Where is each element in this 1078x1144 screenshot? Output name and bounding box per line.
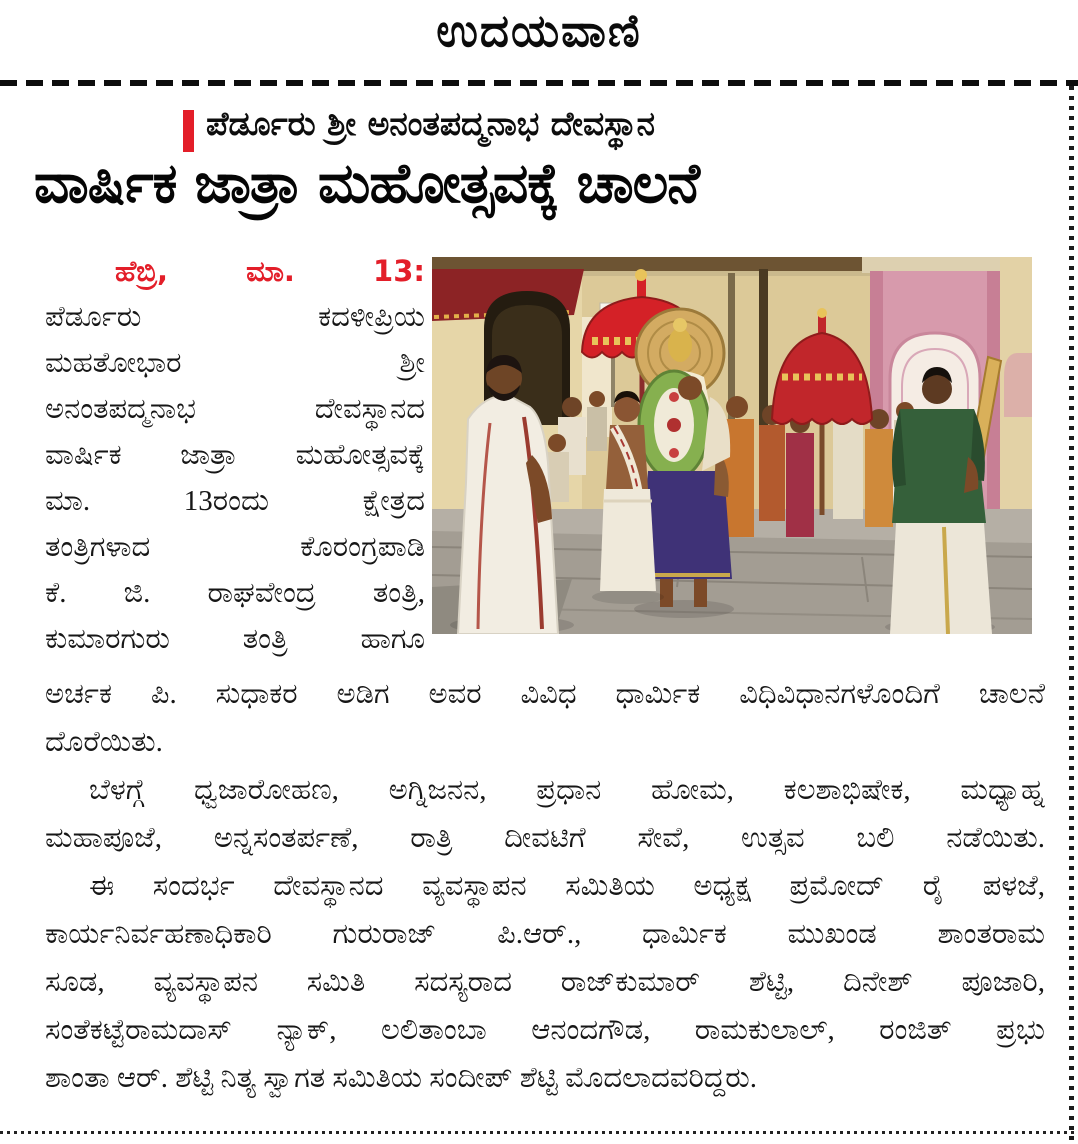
column-line: ಮಾ. 13ರಂದು ಕ್ಷೇತ್ರದ — [45, 485, 425, 517]
body-line: ಅರ್ಚಕ ಪಿ. ಸುಧಾಕರ ಅಡಿಗ ಅವರ ವಿವಿಧ ಧಾರ್ಮಿಕ ವಿಧಿವಿಧಾನಗಳೊಂದಿಗೆ ಚಾಲನೆ — [45, 678, 1045, 710]
column-line: ಪೆರ್ಡೂರು ಕದಳೀಪ್ರಿಯ — [45, 301, 425, 333]
right-dotted-divider — [1069, 86, 1074, 1144]
column-line: ಅನಂತಪದ್ಮನಾಭ ದೇವಸ್ಥಾನದ — [45, 393, 425, 425]
body-line: ಬೆಳಗ್ಗೆ ಧ್ವಜಾರೋಹಣ, ಅಗ್ನಿಜನನ, ಪ್ರಧಾನ ಹೋಮ, ಕಲಶಾಭಿಷೇಕ, ಮಧ್ಯಾಹ್ನ — [89, 774, 1045, 806]
procession-photo-illustration — [432, 257, 1032, 634]
column-line: ಮಹತೋಭಾರ ಶ್ರೀ — [45, 347, 425, 379]
article-body — [45, 670, 1045, 1102]
top-dashed-divider — [0, 80, 1078, 86]
body-line: ದೊರೆಯಿತು. — [45, 726, 163, 758]
body-line: ಶಾಂತಾ ಆರ್. ಶೆಟ್ಟಿ ನಿತ್ಯ ಸ್ವಾಗತ ಸಮಿತಿಯ ಸಂದೀಪ್ ಶೆಟ್ಟಿ ಮೊದಲಾದವರಿದ್ದರು. — [45, 1062, 758, 1094]
article-headline: ವಾರ್ಷಿಕ ಜಾತ್ರಾ ಮಹೋತ್ಸವಕ್ಕೆ ಚಾಲನೆ — [34, 151, 700, 215]
article-photo — [432, 257, 1032, 634]
article-kicker: ಪೆರ್ಡೂರು ಶ್ರೀ ಅನಂತಪದ್ಮನಾಭ ದೇವಸ್ಥಾನ — [206, 104, 655, 143]
dateline: ಹೆಬ್ರಿ, ಮಾ. 13: — [115, 254, 425, 288]
article-left-column — [45, 248, 425, 662]
body-line: ಈ ಸಂದರ್ಭ ದೇವಸ್ಥಾನದ ವ್ಯವಸ್ಥಾಪನ ಸಮಿತಿಯ ಅಧ್ಯಕ್ಷ ಪ್ರಮೋದ್ ರೈ ಪಳಜೆ, — [89, 870, 1045, 902]
column-line: ತಂತ್ರಿಗಳಾದ ಕೊರಂಗ್ರಪಾಡಿ — [45, 531, 425, 563]
body-line: ಸೂಡ, ವ್ಯವಸ್ಥಾಪನ ಸಮಿತಿ ಸದಸ್ಯರಾದ ರಾಜ್‌ಕುಮಾರ್ ಶೆಟ್ಟಿ, ದಿನೇಶ್ ಪೂಜಾರಿ, — [45, 966, 1045, 998]
column-line: ಕೆ. ಜಿ. ರಾಘವೇಂದ್ರ ತಂತ್ರಿ, — [45, 577, 425, 609]
masthead-title: ಉದಯವಾಣಿ — [436, 4, 642, 57]
kicker-accent-bar — [183, 110, 194, 152]
body-line: ಸಂತೆಕಟ್ಟೆರಾಮದಾಸ್ ನ್ಯಾಕ್, ಲಲಿತಾಂಬಾ ಆನಂದಗೌಡ, ರಾಮಕುಲಾಲ್, ರಂಜಿತ್ ಪ್ರಭು — [45, 1014, 1045, 1046]
bottom-dotted-divider — [0, 1131, 1078, 1134]
body-line: ಮಹಾಪೂಜೆ, ಅನ್ನಸಂತರ್ಪಣೆ, ರಾತ್ರಿ ದೀವಟಿಗೆ ಸೇವೆ, ಉತ್ಸವ ಬಲಿ ನಡೆಯಿತು. — [45, 822, 1045, 854]
body-line: ಕಾರ್ಯನಿರ್ವಹಣಾಧಿಕಾರಿ ಗುರುರಾಜ್ ಪಿ.ಆರ್., ಧಾರ್ಮಿಕ ಮುಖಂಡ ಶಾಂತರಾಮ — [45, 918, 1045, 950]
column-line: ಕುಮಾರಗುರು ತಂತ್ರಿ ಹಾಗೂ — [45, 623, 425, 655]
column-line: ವಾರ್ಷಿಕ ಜಾತ್ರಾ ಮಹೋತ್ಸವಕ್ಕೆ — [45, 439, 425, 471]
